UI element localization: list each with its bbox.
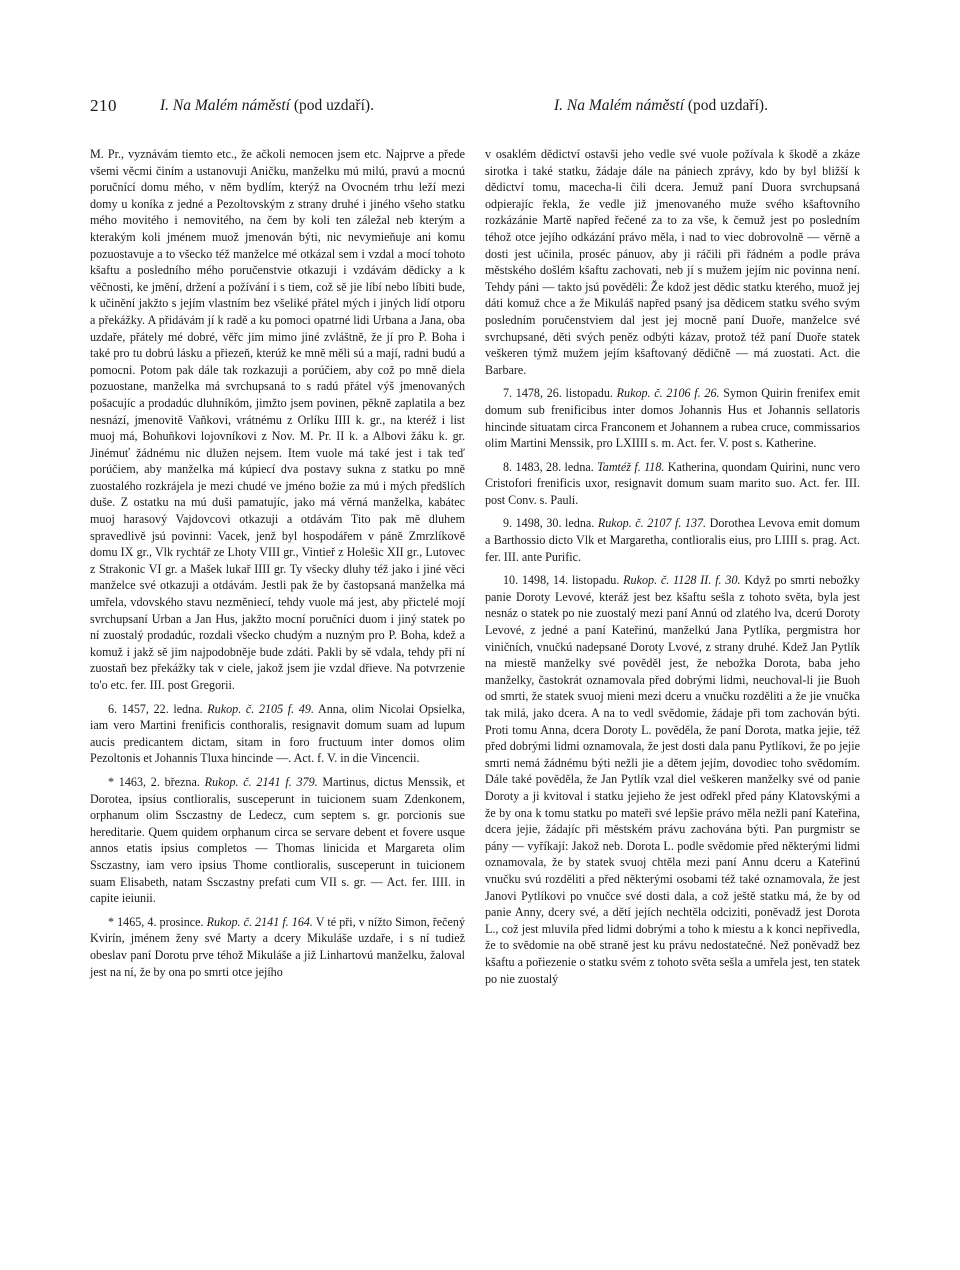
running-head-left-rest: (pod uzdaří). bbox=[290, 97, 374, 114]
entry-9-reference: Rukop. č. 2107 f. 137. bbox=[597, 516, 707, 531]
entry-1463-heading: * 1463, 2. března. bbox=[108, 774, 205, 789]
entry-6 bbox=[90, 701, 465, 767]
entry-7-reference: Rukop. č. 2106 f. 26. bbox=[616, 386, 720, 401]
entry-1463-reference: Rukop. č. 2141 f. 379. bbox=[204, 774, 318, 789]
entry-10 bbox=[485, 572, 860, 987]
entry-8-heading: 8. 1483, 28. ledna. bbox=[503, 459, 598, 474]
running-head-right-rest: (pod uzdaří). bbox=[684, 97, 768, 114]
running-head-left-italic: I. Na Malém náměstí bbox=[160, 97, 291, 114]
entry-9-text: Dorothea Levova emit domum a Barthossio dicto Vlk et Margaretha, contlioralis eius, pro LIIII s. prag. Act. fer. III. ante Purific. bbox=[485, 516, 860, 564]
continued-paragraph: v osaklém dědictví ostavši jeho vedle své vuole požívala k škodě a zkáze sirotka i také statku, žádaje dále na pániech zprávy, kdo by byl bližší k dědictví tomu, macecha-li čili dcera. Jemuž paní Duora svrchupsaná odpierajíc řekla, že vedle již jmenovaného muže svého kšaftovního rozkázánie Martě napřed řečené za to za vše, k čemuž jest po posledním téhož otce jejího odkázání právo měla, i nad to viec dobrovolně — věrně a dosti jest učinila, proséc pánuov, aby ji ráčili při řádném a podle práva městského došlém kšaftu zachovati, neb jí s mužem jejím nic povinna není. Tehdy páni — takto jsú pověděli: Že kdož jest dědic statku kterého, muož jej dáti komuž chce a že Mikuláš napřed psaný jsa dědicem statku svého svým posledním poručenstviem dal jest jej mocně paní Duoře, manželce své svrchupsané, děti svých peněz odbýti kázav, protož též paní Duoře statek veškeren týmž mužem jejím kšaftovaný dědičně — má zuostati. Act. die Barbare. bbox=[485, 147, 860, 377]
entry-7 bbox=[485, 385, 860, 451]
entry-7-heading: 7. 1478, 26. listopadu. bbox=[503, 386, 617, 401]
entry-10-text: Když po smrti nebožky panie Doroty Levové, kteráž jest bez kšaftu sešla z tohoto světa, byla jest nesnáz o statek po nie zuostalý mezi paní Annú od zlatého lva, dcerú Doroty Levové, z jedné a paní Kateřinú, manželkú Jana Pytlíka, pergmistra hor viničních, vnučkú nadepsané Doroty Lvové, z strany druhé. Kdež Jan Pytlík na miestě manželky své pověděl jest, že nebožka Dorota, baba jeho manželky, častokrát oznamovala před dobrými lidmi, neuchoval-li jie Buoh od smrti, že statek svuoj mieni mezi dceru a vnučku rozděliti a že jie vnučka tak milá, jako dcera. A na to vedl svědomie, žádaje při tom zachován býti. Proti tomu Anna, dcera Doroty L. pověděla, že paní Dorota, matka jejie, též před dobrými lidmi oznamovala, že jest dosti dala panu Pytlíkovi, že po jejie smrti nemá žádnému býti nežli jie a dětem jejím, dovodiec toho svědomím. Dále také pověděla, že Jan Pytlík vzal diel veškeren manželky své od panie Doroty a ji kvitoval i statku jejieho že jest odřekl před pány Klatovskými a že by ona k tomu statku po mateři své lepšie právo měla nežli paní Kateřina, dcera jejie, žádajíc při městském právu zachována býti. Pan purgmistr se pány — vyříkají: Jakož neb. Dorota L. podle svědomie před některými lidmi oznamovala, že by statek svuoj chtěla mezi paní Annu dceru a Kateřinú vnučku svú rozděliti a před některými osobami též také oznamovala, že jest Janovi Pytlíkovi po vnučce své dosti dala, a což ještě statku má, že by od panie Anny, dcery své, a dětí jejích nechtěla odciziti, poněvadž jest Dorota L., což jest mluvila před lidmi dobrými a toho k miestu a k konci nepřivedla, že to svědomie na obě straně jest ku právu nedostatečné. Než poněvadž bez kšaftu a pořiezenie o statku svém z tohoto světa sešla a umřela jest, ten statek po nie zuostalý bbox=[485, 573, 861, 986]
entry-6-reference: Rukop. č. 2105 f. 49. bbox=[207, 701, 314, 716]
running-head-left bbox=[160, 97, 374, 115]
running-head-right-italic: I. Na Malém náměstí bbox=[554, 97, 685, 114]
left-column bbox=[90, 146, 465, 980]
entry-7-text: Symon Quirin frenifex emit domum sub frenificibus inter domos Johannis Hus et Johannis sellatoris hincinde situatam circa Franconem et Johannem a rubea cruce, commissarios olim Martini Menssik, pro LXIIII s. m. Act. fer. V. post s. Katherine. bbox=[485, 386, 860, 451]
entry-10-reference: Rukop. č. 1128 II. f. 30. bbox=[623, 573, 741, 588]
entry-1465-text: V té při, v nížto Simon, řečený Kvirín, jménem ženy své Marty a dcery Mikuláše uzdaře, i s ní tudiež obeslav paní Dorotu prve téhož Mikuláše a již Linhartovú manželku, žaloval jest na ní, že by ona po smrti otce jejího bbox=[90, 914, 465, 979]
testament-paragraph: M. Pr., vyznávám tiemto etc., že ačkoli nemocen jsem etc. Najprve a přede všemi věcmi činím a ustanovuji Aničku, manželku mú milú, pravú a mocnú poručnící domu mého, v něm bydlím, kterýž na Ovocném trhu leží mezi domy u koníka z jedné a Pezoltovským z strany druhé i jiného všeho statku mého movitého i nemovitého, na čem by koli ten záležal neb kterým a kterakým koli jménem muož jmenován býti, nic nevymieňuje ani komu pozuostavuje a to všecko též manželce mé otkázal sem i vzdal a mocí tohoto kšaftu a posledního mého poručenstvie otkazuji i vzdávám dědicky a k věčnosti, ke jmění, držení a požívání i s tiem, což sě jie líbí nebo líbiti bude, k učinění jakžto s jejím vlastním bez všeliké přátel mých i jiných lidí otporu a překážky. A přidávám jí k radě a ku pomoci opatrné lidi Urbana a Jana, oba uzdaře, přátely mé dobré, věřc jim mimo jiné zvláštně, že jí pro P. Boha i také pro tu dobrú lásku a přiezeň, kterúž ke mně měli sú a mají, radni budú a pomocni. Potom pak dále tak rozkazuji a porúčiem, aby což po mně diela pozuostane, manželka má svrchupsaná to s radú přátel výš jmenovaných pošacujíc a prodadúc dluhníkóm, jimžto jsem povinen, pěkně zaplatila a bez nesnází, jmenovitě Vaňkovi, vrátnému z Orlíku IIII k. gr., na kteréž i list muoj má, Bohuňkovi lojovníkovi z Nov. M. Pr. II k. a Albovi žáku k. gr. Jinémuť žádnému nic dlužen nejsem. Item vuole má také jest i tak teď porúčiem, aby manželka má kúpiecí dva postavy sukna z statku po mně zuostalého rozkrájela je mezi chudé ve jméno božie za mú i mých předšlích duše. Z ostatku na mú duši pamatujíc, jako má věrná manželka, kabátec muoj harasový Vajdovcovi otkazuji a otdávám Tito pak mě dluhem spravedlivě jsú povinni: Vacek, jenž byl hospodářem v páně Zmrzlíkově domu IX gr., Vlk rychtář ze Lhoty VIII gr., Vintieř z Holešic XII gr., Lutovec z Strakonic VI gr. a Mašek lukař IIII gr. Ty všecky dluhy též jako i jiné věci manželce své otkazuji a otdávám. Jestli pak že by častopsaná manželka má umřela, vdovského stavu nezměniecí, tehdy vuole má jest, aby přictelé mojí svrchupsaní Urban a Jan Hus, jakžto mocní poručníci duom i jiný statek po ní zuostalý prodadúc, rozdali všecko chudým a nuzným pro P. Boha, kdež a komuž i jakž sě jim najpodobněje bude zdáti. Pakli by sě vdala, tehdy při ní zuostaň bez překážky tak v ciele, jakož jsem jie vzdal dřieve. Na potvrzenie to'o etc. fer. III. post Gregorii. bbox=[90, 147, 465, 692]
entry-1463-text: Martinus, dictus Menssik, et Dorotea, ipsius contlioralis, susceperunt in tuicionem suam Zdenkonem, orphanum olim Ssczastny de Ledecz, cum septem s. gr. porcionis sue hereditarie. Quem quidem orphanum circa se servare debent et fovere usque annos etatis ipsius completos — Thomas linicida et Margareta olim Ssczastny, iam vero ipsius Thome contlioralis, susceperunt in tuicionem suam Elisabeth, natam Ssczastny prefati cum VII s. gr. — Act. fer. IIII. in capite ieiunii. bbox=[90, 774, 465, 906]
right-column bbox=[485, 146, 860, 987]
entry-9 bbox=[485, 515, 860, 565]
entry-1465-reference: Rukop. č. 2141 f. 164. bbox=[206, 914, 313, 929]
running-head-right bbox=[554, 97, 768, 115]
page-header bbox=[90, 96, 870, 120]
entry-8-reference: Tamtéž f. 118. bbox=[597, 459, 665, 474]
entry-6-heading: 6. 1457, 22. ledna. bbox=[108, 701, 208, 716]
entry-8 bbox=[485, 459, 860, 509]
entry-10-heading: 10. 1498, 14. listopadu. bbox=[503, 573, 624, 588]
entry-1463 bbox=[90, 774, 465, 907]
entry-8-text: Katherina, quondam Quirini, nunc vero Cristofori frenificis uxor, resignavit domum suam marito suo. Act. fer. III. post Conv. s. Pauli. bbox=[485, 459, 860, 507]
entry-1465 bbox=[90, 914, 465, 980]
entry-9-heading: 9. 1498, 30. ledna. bbox=[503, 516, 598, 531]
page-number: 210 bbox=[90, 96, 117, 115]
entry-6-text: Anna, olim Nicolai Opsielka, iam vero Martini frenificis conthoralis, resignavit domum suam ad lupum aucis predicantem dictam, sitam in foro fructuum inter domos olim Pezoltonis et Johannis Tluxa hincinde —. Act. f. V. in die Vincencii. bbox=[90, 701, 465, 766]
entry-1465-heading: * 1465, 4. prosince. bbox=[108, 914, 207, 929]
